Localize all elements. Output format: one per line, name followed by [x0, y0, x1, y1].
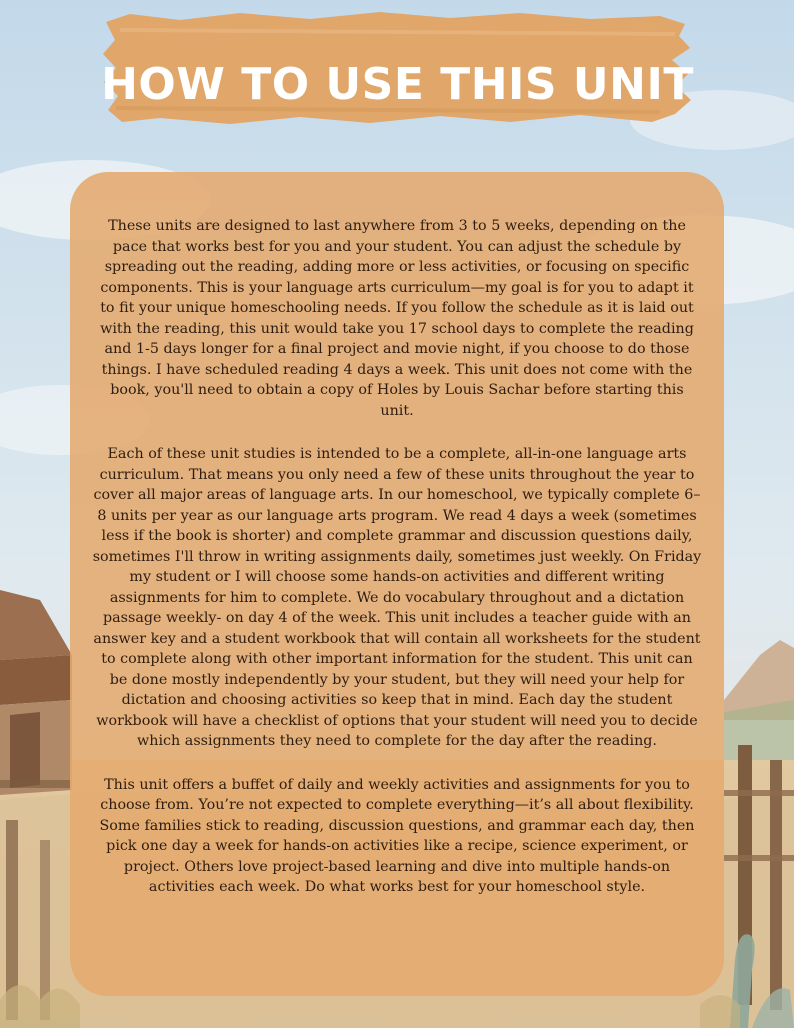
paragraph-curriculum-overview: Each of these unit studies is intended to be a complete, all-in-one language arts curriculum. That means you only need a few of these units throughout the year to cover all major areas of language arts. In our homeschool, we typically complete 6–8 units per year as our language arts program. We read 4 days a week (sometimes less if the book is shorter) and complete grammar and discussion questions daily, sometimes I'll throw in writing assignments daily, sometimes just weekly. On Friday my student or I will choose some hands-on activities and different writing assignments for him to complete. We do vocabulary throughout and a dictation passage weekly- on day 4 of the week. This unit includes a teacher guide with an answer key and a student workbook that will contain all worksheets for the student to complete along with other important information for the student. This unit can be done mostly independently by your student, but they will need your help for dictation and choosing activities so keep that in mind. Each day the student workbook will have a checklist of options that your student will need you to decide which assignments they need to complete for the day after the reading. — [92, 446, 702, 749]
page-title: HOW TO USE THIS UNIT — [101, 59, 694, 110]
title-banner — [100, 10, 695, 130]
paragraph-flexibility: This unit offers a buffet of daily and weekly activities and assignments for you to choose from. You’re not expected to complete everything—it’s all about flexibility. Some families stick to reading, discussion questions, and grammar each day, then pick one day a week for hands-on activities like a recipe, science experiment, or project. Others love project-based learning and dive into multiple hands-on activities each week. Do what works best for your homeschool style. — [99, 776, 695, 895]
instructions-card — [70, 172, 724, 996]
paragraph-unit-duration: These units are designed to last anywhere from 3 to 5 weeks, depending on the pace that works best for you and your student. You can adjust the schedule by spreading out the reading, adding more or less activities, or focusing on specific components. This is your language arts curriculum—my goal is for you to adapt it to fit your unique homeschooling needs. If you follow the schedule as it is laid out with the reading, this unit would take you 17 school days to complete the reading and 1-5 days longer for a final project and movie night, if you choose to do those things. I have scheduled reading 4 days a week. This unit does not come with the book, you'll need to obtain a copy of Holes by Louis Sachar before starting this unit. — [100, 218, 694, 419]
